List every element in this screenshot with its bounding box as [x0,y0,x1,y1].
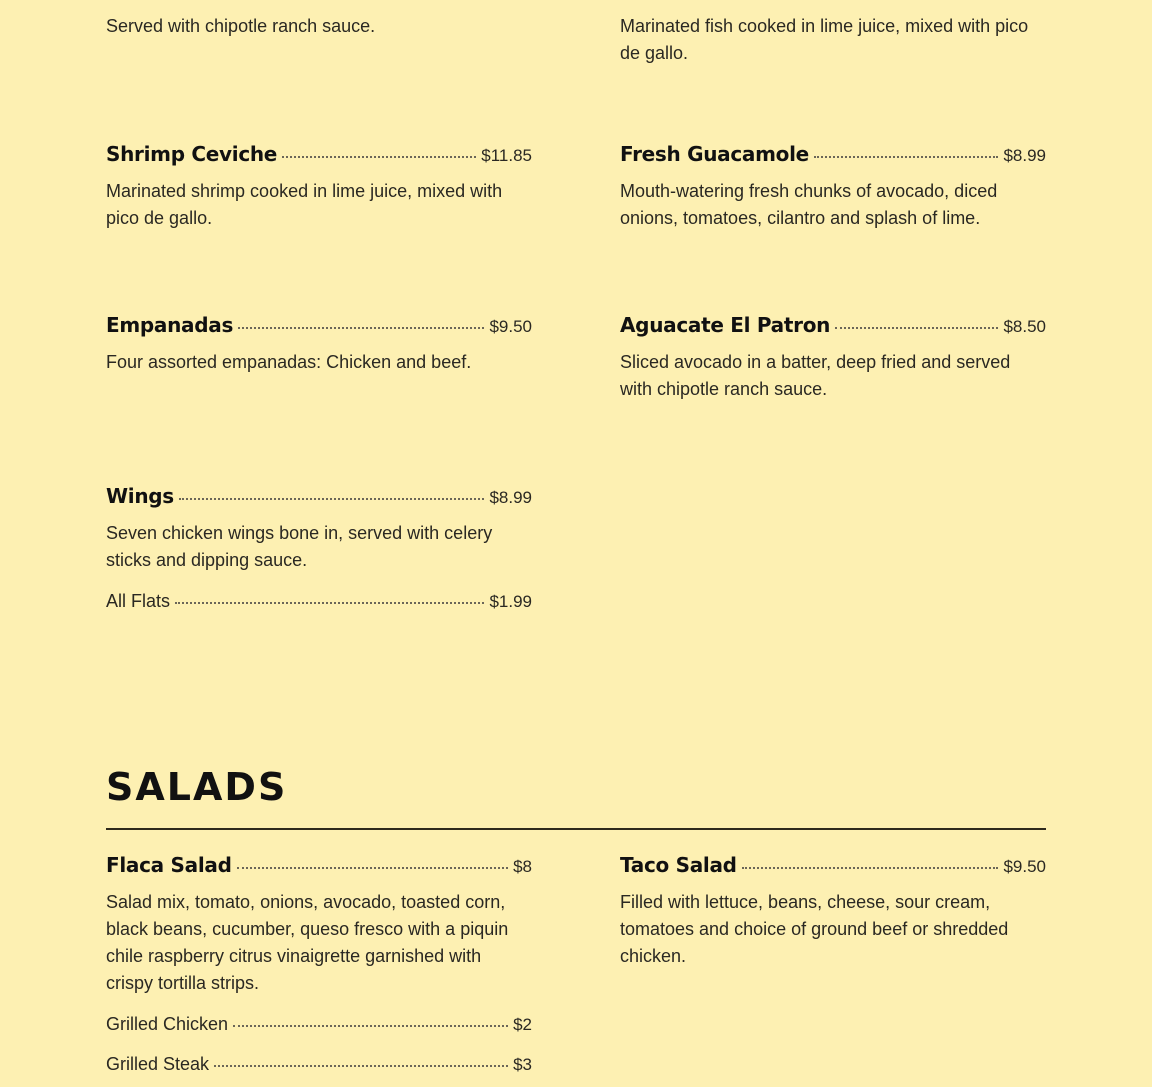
dot-leader [214,1065,508,1067]
item-description: Four assorted empanadas: Chicken and beef. [106,352,472,372]
menu-item-wings [106,484,532,612]
item-name: Fresh Guacamole [620,142,809,166]
item-price: $8.50 [1003,317,1046,336]
item-extra [106,1014,532,1035]
extra-price: $3 [513,1055,532,1074]
item-price: $8 [513,857,532,876]
dot-leader [282,156,476,158]
item-price: $9.50 [489,317,532,336]
item-description: Sliced avocado in a batter, deep fried and served with chipotle ranch sauce. [620,352,1011,399]
item-name: Wings [106,484,174,508]
dot-leader [179,498,485,500]
item-name: Empanadas [106,313,234,337]
menu-item-shrimp-ceviche [106,142,532,232]
dot-leader [237,867,508,869]
item-description: Seven chicken wings bone in, served with celery sticks and dipping sauce. [106,523,493,570]
menu-item-aguacate-el-patron [620,313,1046,403]
item-description: Marinated shrimp cooked in lime juice, mixed with pico de gallo. [106,181,503,228]
item-description: Served with chipotle ranch sauce. [106,16,376,36]
menu-item-taco-salad [620,853,1046,970]
item-name: Taco Salad [620,853,737,877]
menu-item-flaca-salad [106,853,532,1075]
dot-leader [238,327,484,329]
section-divider [106,828,1046,830]
extra-name: Grilled Chicken [106,1014,229,1034]
extra-name: Grilled Steak [106,1054,210,1074]
section-title: SALADS [106,765,288,809]
item-extra [106,1054,532,1075]
item-price: $9.50 [1003,857,1046,876]
menu-item-empanadas [106,313,532,376]
dot-leader [233,1025,508,1027]
item-name: Shrimp Ceviche [106,142,278,166]
item-price: $8.99 [1003,146,1046,165]
dot-leader [814,156,999,158]
item-name: Aguacate El Patron [620,313,831,337]
item-description: Marinated fish cooked in lime juice, mixed with pico de gallo. [620,16,1029,63]
item-description: Filled with lettuce, beans, cheese, sour cream, tomatoes and choice of ground beef or shredded chicken. [620,892,1009,966]
extra-price: $2 [513,1015,532,1034]
dot-leader [835,327,998,329]
item-description: Mouth-watering fresh chunks of avocado, diced onions, tomatoes, cilantro and splash of lime. [620,181,998,228]
extra-name: All Flats [106,591,171,611]
item-price: $11.85 [481,146,532,165]
item-name: Flaca Salad [106,853,232,877]
dot-leader [175,602,484,604]
item-price: $8.99 [489,488,532,507]
extra-price: $1.99 [489,592,532,611]
menu-item-fresh-guacamole [620,142,1046,232]
dot-leader [742,867,999,869]
item-description: Salad mix, tomato, onions, avocado, toasted corn, black beans, cucumber, queso fresco with a piquin chile raspberry citrus vinaigrette garnished with crispy tortilla strips. [106,892,509,993]
item-extra [106,591,532,612]
